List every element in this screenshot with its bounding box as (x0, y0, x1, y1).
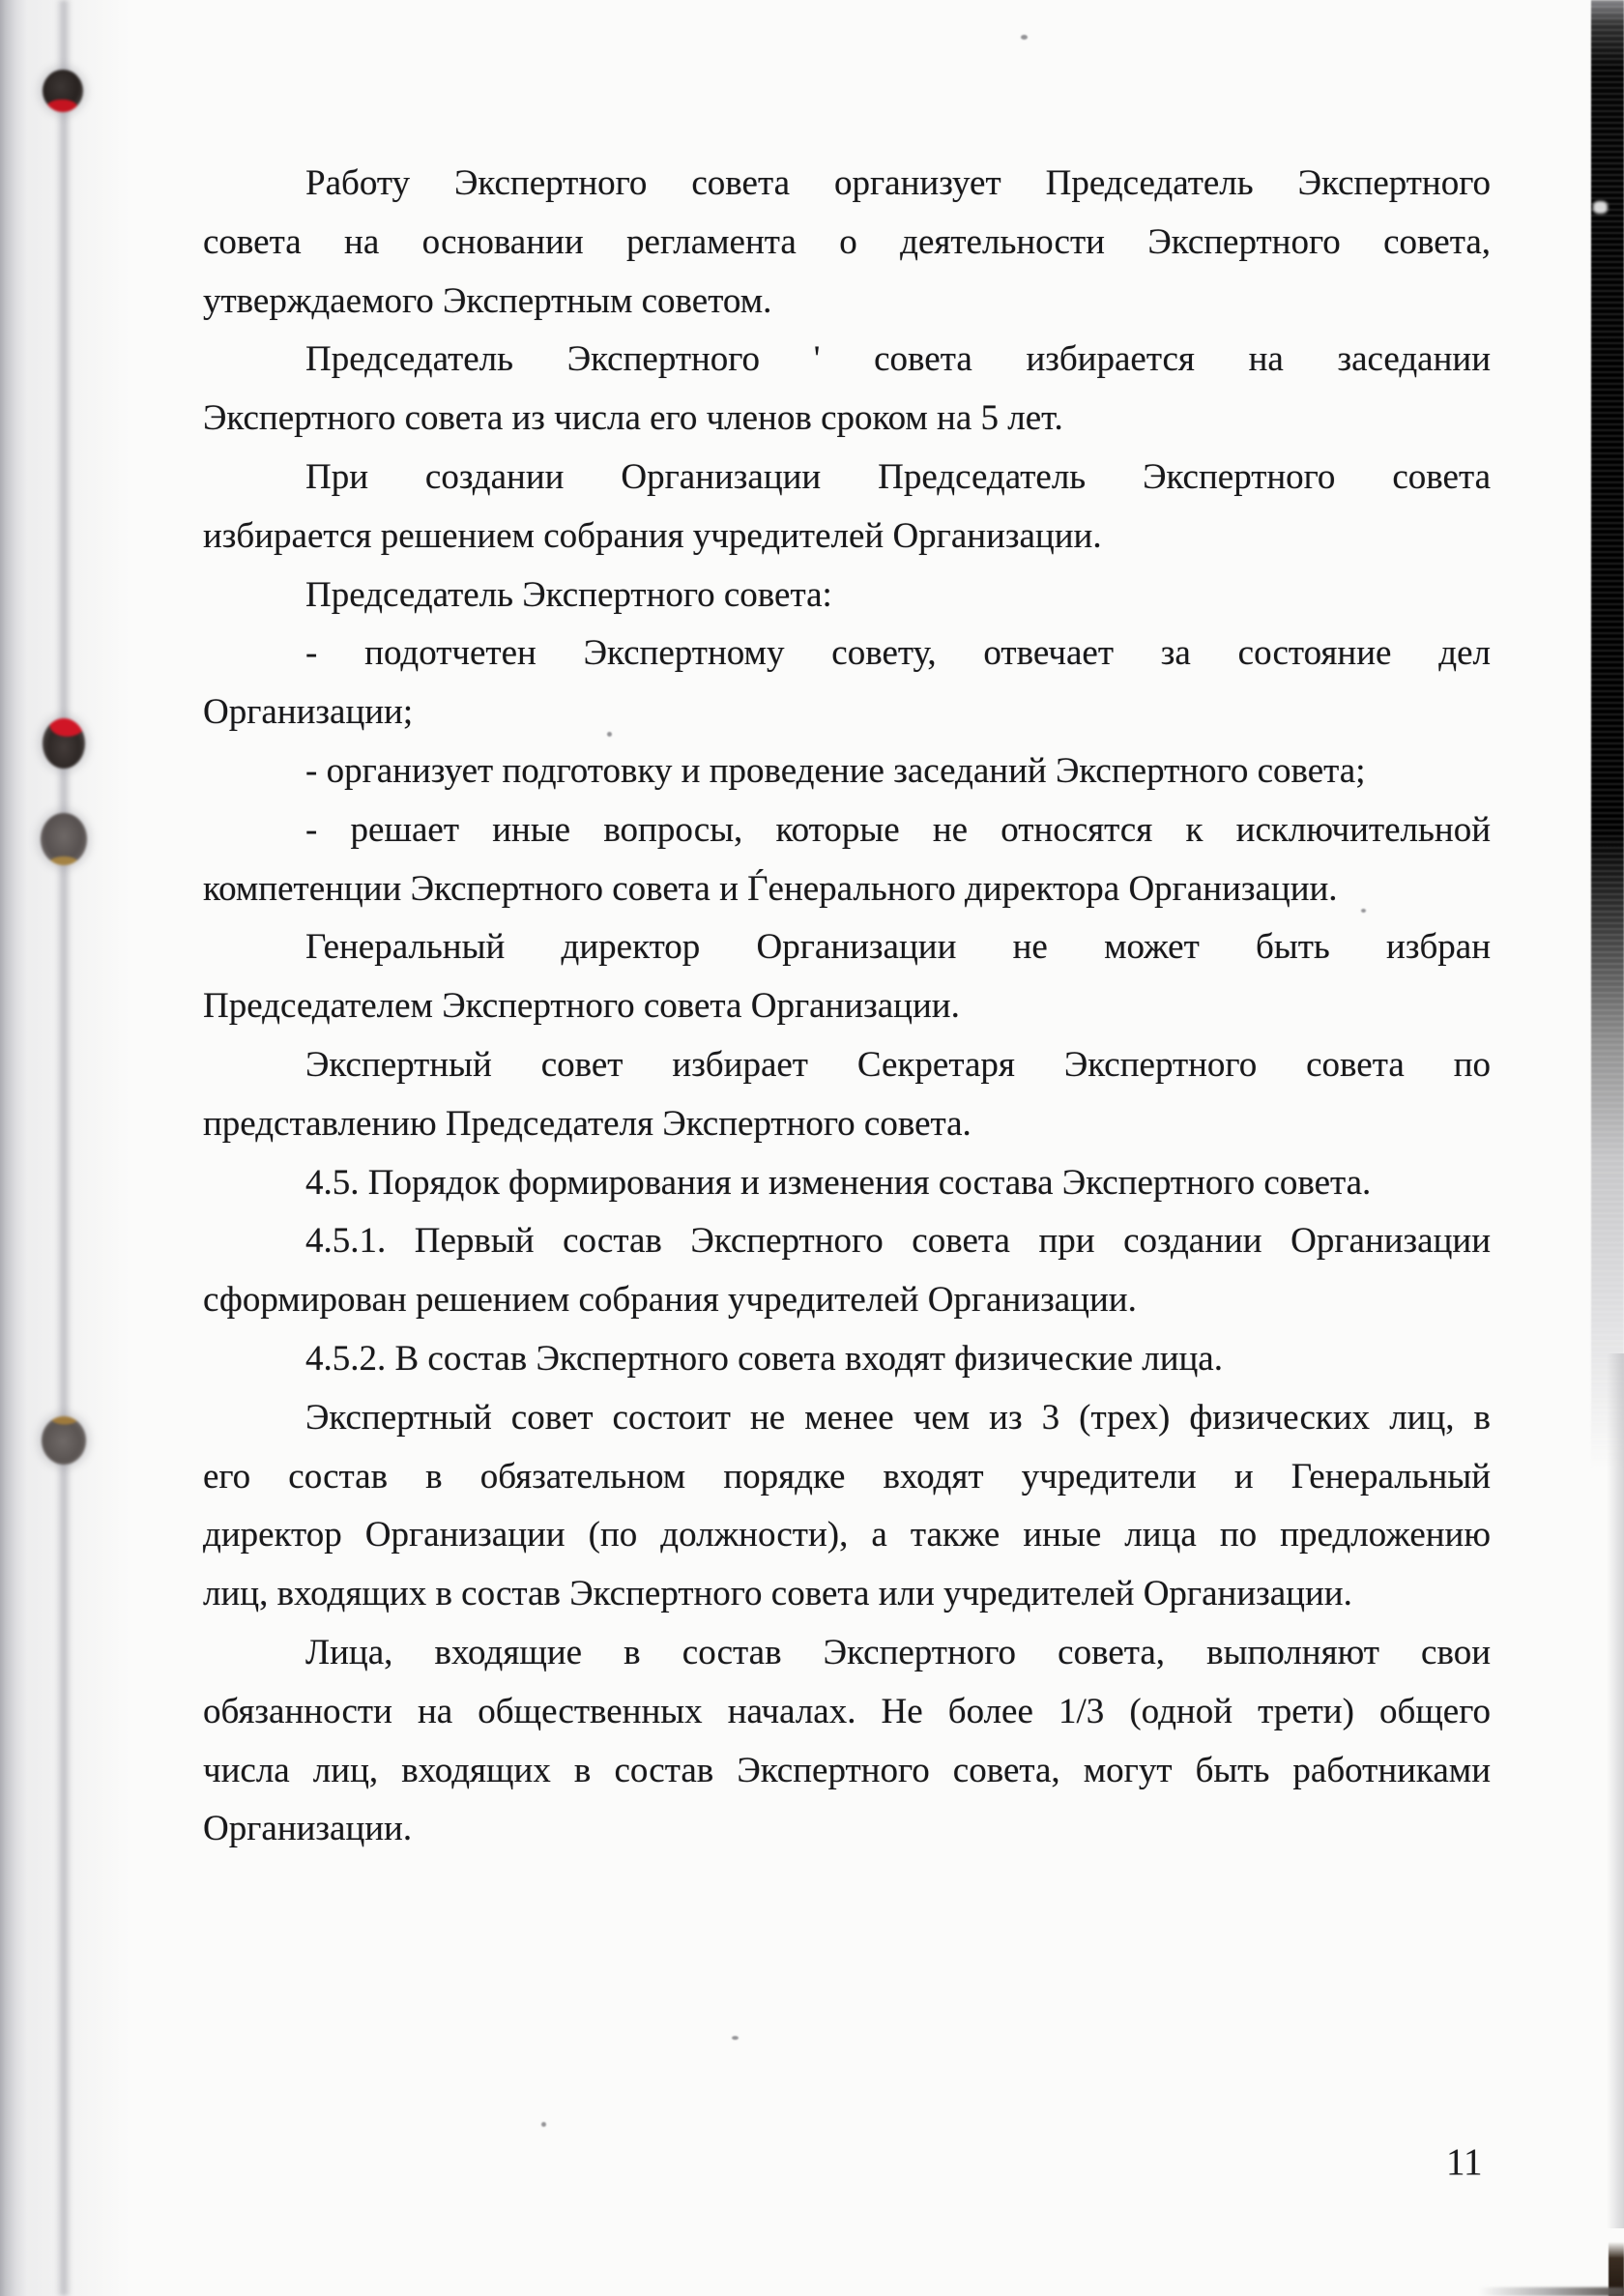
bottom-edge-strip (1479, 2287, 1624, 2296)
scan-speck (541, 2122, 546, 2127)
text-line: - подотчетен Экспертному совету, отвечает за состояние дел (305, 633, 1491, 674)
text-line: Работу Экспертного совета организует Председатель Экспертного (305, 163, 1491, 203)
text-line: сформирован решением собрания учредителей Организации. (203, 1280, 1137, 1321)
text-line: Лица, входящие в состав Экспертного совета, выполняют свои (305, 1632, 1491, 1672)
text-line: Экспертного совета из числа его членов сроком на 5 лет. (203, 398, 1063, 439)
text-line: - решает иные вопросы, которые не относятся к исключительной (305, 809, 1491, 850)
text-line: представлению Председателя Экспертного совета. (203, 1103, 972, 1144)
text-line: 4.5.1. Первый состав Экспертного совета при создании Организации (305, 1221, 1491, 1262)
text-line: Генеральный директор Организации не может быть избран (305, 927, 1491, 968)
spine-shadow-line (56, 0, 72, 2296)
text-line: Председатель Экспертного совета: (305, 574, 832, 615)
scan-speck (732, 2036, 739, 2040)
text-line: директор Организации (по должности), а также иные лица по предложению (203, 1515, 1491, 1555)
text-line: Экспертный совет состоит не менее чем из 3 (трех) физических лиц, в (305, 1397, 1491, 1438)
text-line: совета на основании регламента о деятельности Экспертного совета, (203, 221, 1491, 262)
binding-hole-top (43, 70, 83, 112)
text-line: лиц, входящих в состав Экспертного совета или учредителей Организации. (203, 1574, 1352, 1614)
scanner-edge-bar (1591, 0, 1624, 1469)
text-line: Председатель Экспертного ' совета избирается на заседании (305, 339, 1491, 380)
text-line: утверждаемого Экспертным советом. (203, 280, 772, 321)
text-line: При создании Организации Председатель Экспертного совета (305, 456, 1491, 497)
document-text-block (203, 155, 1491, 1859)
text-line: 4.5. Порядок формирования и изменения состава Экспертного совета. (305, 1162, 1372, 1203)
text-line: числа лиц, входящих в состав Экспертного совета, могут быть работниками (203, 1750, 1491, 1790)
text-line: его состав в обязательном порядке входят учредители и Генеральный (203, 1456, 1491, 1497)
text-line: Организации; (203, 692, 414, 733)
text-line: Организации. (203, 1809, 413, 1849)
right-edge-strip (1607, 1353, 1624, 2228)
text-line: избирается решением собрания учредителей Организации. (203, 515, 1102, 556)
scan-speck (1021, 35, 1028, 40)
binding-hole-middle-gray (41, 813, 87, 865)
text-line: 4.5.2. В состав Экспертного совета входят физические лица. (305, 1338, 1223, 1379)
binding-hole-middle-red (43, 718, 85, 769)
text-line: Председателем Экспертного совета Организации. (203, 986, 960, 1027)
text-line: компетенции Экспертного совета и Ѓенерального директора Организации. (203, 868, 1338, 909)
scanner-edge-bar-notch (1593, 201, 1608, 214)
text-line: обязанности на общественных началах. Не более 1/3 (одной трети) общего (203, 1691, 1491, 1731)
text-line: - организует подготовку и проведение заседаний Экспертного совета; (305, 750, 1366, 791)
page-number: 11 (1446, 2141, 1483, 2183)
binding-hole-bottom (42, 1416, 86, 1465)
text-line: Экспертный совет избирает Секретаря Экспертного совета по (305, 1044, 1491, 1085)
